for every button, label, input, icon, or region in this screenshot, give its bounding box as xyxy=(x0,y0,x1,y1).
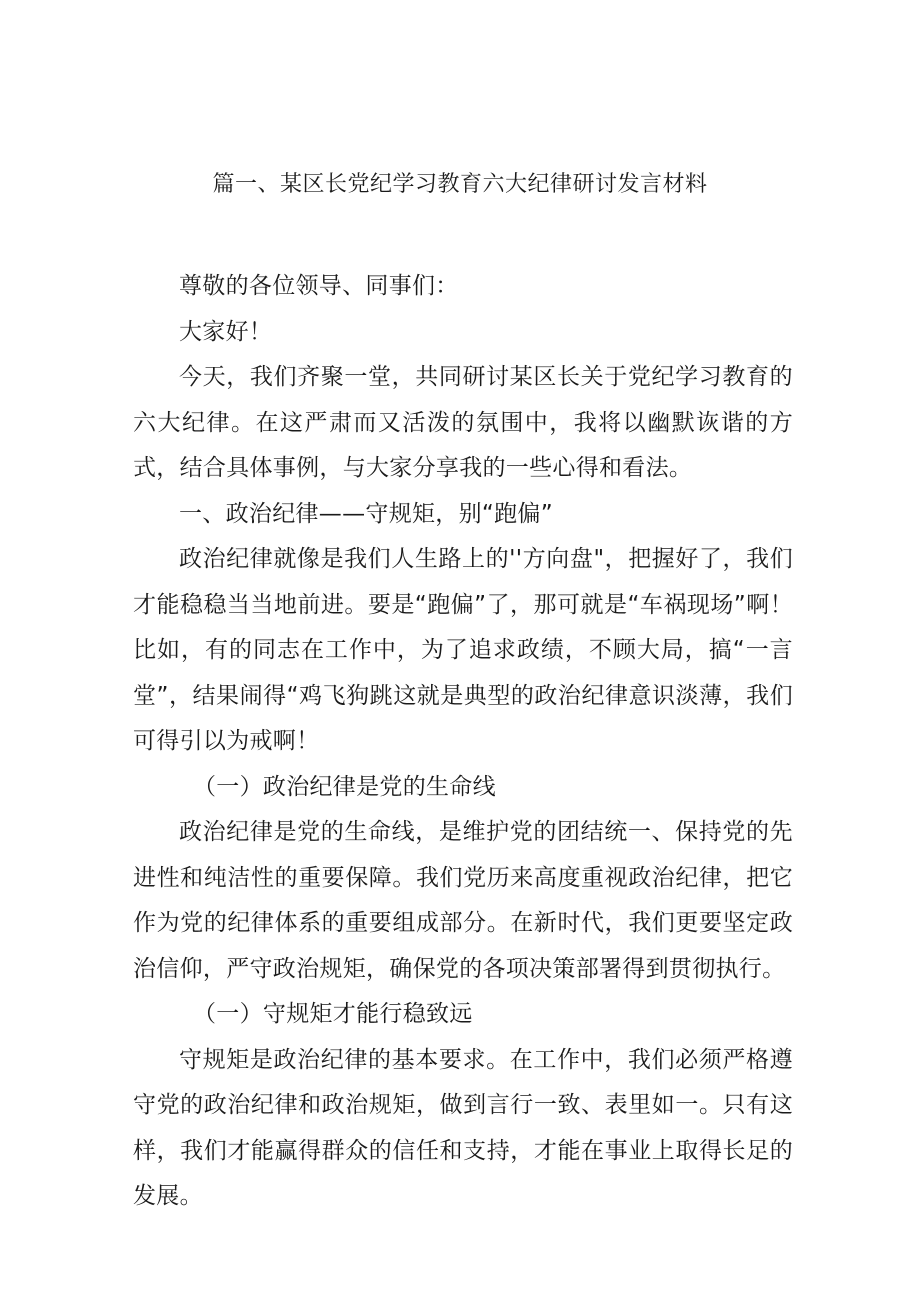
paragraph-follow-rules: 守规矩是政治纪律的基本要求。在工作中，我们必须严格遵守党的政治纪律和政治规矩，做到言行一致、表里如一。只有这样，我们才能赢得群众的信任和支持，才能在事业上取得长足的发展。 xyxy=(133,1046,793,1209)
section-heading-political-discipline: 一、政治纪律——守规矩，别“跑偏” xyxy=(179,500,553,527)
opening-paragraph: 今天，我们齐聚一堂，共同研讨某区长关于党纪学习教育的六大纪律。在这严肃而又活泼的氛围中，我将以幽默诙谐的方式，结合具体事例，与大家分享我的一些心得和看法。 xyxy=(133,364,793,481)
subheading-lifeline: （一）政治纪律是党的生命线 xyxy=(193,773,496,800)
paragraph-steering-wheel: 政治纪律就像是我们人生路上的''方向盘"，把握好了，我们才能稳稳当当地前进。要是“跑偏”了，那可就是“车祸现场”啊！比如，有的同志在工作中，为了追求政绩，不顾大局，搞“一言堂”，结果闹得“鸡飞狗跳这就是典型的政治纪律意识淡薄，我们可得引以为戒啊！ xyxy=(133,546,793,754)
subheading-follow-rules: （一）守规矩才能行稳致远 xyxy=(193,1001,473,1027)
paragraph-lifeline: 政治纪律是党的生命线，是维护党的团结统一、保持党的先进性和纯洁性的重要保障。我们党历来高度重视政治纪律，把它作为党的纪律体系的重要组成部分。在新时代，我们更要坚定政治信仰，严守政治规矩，确保党的各项决策部署得到贯彻执行。 xyxy=(133,819,793,982)
salutation: 尊敬的各位领导、同事们： xyxy=(179,273,459,299)
greeting: 大家好！ xyxy=(179,318,273,345)
document-body xyxy=(133,264,793,1220)
document-title: 篇一、某区长党纪学习教育六大纪律研讨发言材料 xyxy=(212,172,708,197)
